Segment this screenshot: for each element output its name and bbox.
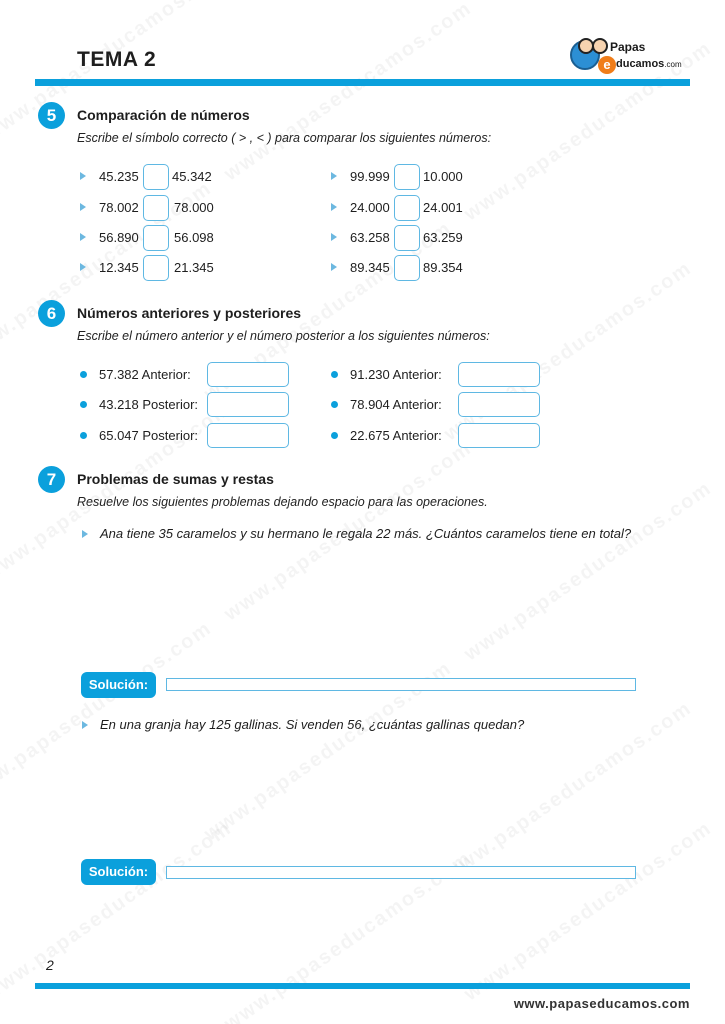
page-number: 2 — [46, 957, 54, 973]
comparison-answer-box[interactable] — [143, 255, 169, 281]
logo-e-badge: e — [598, 56, 616, 74]
arrow-bullet-icon — [80, 172, 86, 180]
logo-com: .com — [664, 60, 682, 69]
solution-answer-field[interactable] — [166, 678, 636, 691]
problem-1-text: Ana tiene 35 caramelos y su hermano le regala 22 más. ¿Cuántos caramelos tiene en total? — [100, 526, 632, 541]
footer-rule — [35, 983, 690, 989]
dot-bullet-icon — [331, 371, 338, 378]
section-5-number: 5 — [38, 102, 65, 129]
comparison-answer-box[interactable] — [394, 195, 420, 221]
comparison-right-number: 63.259 — [423, 230, 463, 245]
number-row — [331, 362, 561, 388]
comparison-answer-box[interactable] — [394, 225, 420, 251]
comparison-right-number: 78.000 — [174, 200, 214, 215]
comparison-right-number: 24.001 — [423, 200, 463, 215]
section-7-title: Problemas de sumas y restas — [77, 471, 274, 487]
section-5-instruction: Escribe el símbolo correcto ( > , < ) para comparar los siguientes números: — [77, 131, 492, 145]
arrow-bullet-icon — [82, 530, 88, 538]
comparison-row — [80, 225, 340, 251]
logo-papas-text: Papas — [610, 40, 646, 54]
page-title: TEMA 2 — [77, 48, 157, 71]
comparison-right-number: 45.342 — [172, 169, 212, 184]
watermark-text — [0, 817, 237, 1006]
number-label: 57.382 Anterior: — [99, 367, 191, 382]
number-row — [80, 362, 310, 388]
number-label: 43.218 Posterior: — [99, 397, 199, 412]
section-5-title: Comparación de números — [77, 107, 250, 123]
answer-box[interactable] — [458, 423, 540, 448]
logo — [570, 36, 690, 76]
logo-educamos-text — [616, 58, 682, 70]
comparison-row — [331, 225, 591, 251]
number-label: 78.904 Anterior: — [350, 397, 442, 412]
comparison-left-number: 78.002 — [99, 200, 139, 215]
footer-url: www.papaseducamos.com — [513, 996, 690, 1011]
number-label: 22.675 Anterior: — [350, 428, 442, 443]
problem-2-text: En una granja hay 125 gallinas. Si venden 56, ¿cuántas gallinas quedan? — [100, 717, 525, 732]
arrow-bullet-icon — [331, 172, 337, 180]
face-icon — [592, 38, 608, 54]
watermark-text — [0, 0, 237, 146]
comparison-row — [331, 195, 591, 221]
header-rule — [35, 79, 690, 86]
comparison-row — [80, 255, 340, 281]
number-row — [80, 392, 310, 418]
comparison-row — [80, 195, 340, 221]
dot-bullet-icon — [80, 371, 87, 378]
comparison-row — [331, 255, 591, 281]
comparison-left-number: 56.890 — [99, 230, 139, 245]
comparison-answer-box[interactable] — [143, 164, 169, 190]
comparison-answer-box[interactable] — [143, 225, 169, 251]
solution-answer-field[interactable] — [166, 866, 636, 879]
comparison-left-number: 89.345 — [350, 260, 390, 275]
solution-label: Solución: — [81, 672, 156, 698]
number-row — [331, 423, 561, 449]
answer-box[interactable] — [207, 423, 289, 448]
comparison-answer-box[interactable] — [394, 164, 420, 190]
comparison-row — [80, 164, 340, 190]
dot-bullet-icon — [80, 432, 87, 439]
comparison-left-number: 99.999 — [350, 169, 390, 184]
arrow-bullet-icon — [82, 721, 88, 729]
section-7-number: 7 — [38, 466, 65, 493]
answer-box[interactable] — [458, 392, 540, 417]
comparison-right-number: 56.098 — [174, 230, 214, 245]
dot-bullet-icon — [331, 432, 338, 439]
comparison-left-number: 63.258 — [350, 230, 390, 245]
section-7-instruction: Resuelve los siguientes problemas dejando espacio para las operaciones. — [77, 495, 488, 509]
comparison-left-number: 12.345 — [99, 260, 139, 275]
section-6-instruction: Escribe el número anterior y el número posterior a los siguientes números: — [77, 329, 490, 343]
answer-box[interactable] — [207, 362, 289, 387]
comparison-left-number: 45.235 — [99, 169, 139, 184]
number-label: 91.230 Anterior: — [350, 367, 442, 382]
watermark-text — [0, 617, 217, 806]
section-6-title: Números anteriores y posteriores — [77, 305, 302, 321]
comparison-right-number: 21.345 — [174, 260, 214, 275]
logo-educamos-word: ducamos — [616, 58, 665, 70]
watermark-text — [220, 0, 476, 186]
comparison-left-number: 24.000 — [350, 200, 390, 215]
dot-bullet-icon — [331, 401, 338, 408]
arrow-bullet-icon — [80, 203, 86, 211]
solution-label: Solución: — [81, 859, 156, 885]
arrow-bullet-icon — [331, 233, 337, 241]
watermark-text — [460, 817, 716, 1006]
arrow-bullet-icon — [80, 263, 86, 271]
watermark-text — [460, 477, 716, 666]
answer-box[interactable] — [207, 392, 289, 417]
number-row — [331, 392, 561, 418]
dot-bullet-icon — [80, 401, 87, 408]
arrow-bullet-icon — [80, 233, 86, 241]
number-row — [80, 423, 310, 449]
number-label: 65.047 Posterior: — [99, 428, 199, 443]
answer-box[interactable] — [458, 362, 540, 387]
comparison-right-number: 89.354 — [423, 260, 463, 275]
comparison-right-number: 10.000 — [423, 169, 463, 184]
arrow-bullet-icon — [331, 203, 337, 211]
comparison-row — [331, 164, 591, 190]
comparison-answer-box[interactable] — [394, 255, 420, 281]
arrow-bullet-icon — [331, 263, 337, 271]
section-6-number: 6 — [38, 300, 65, 327]
comparison-answer-box[interactable] — [143, 195, 169, 221]
